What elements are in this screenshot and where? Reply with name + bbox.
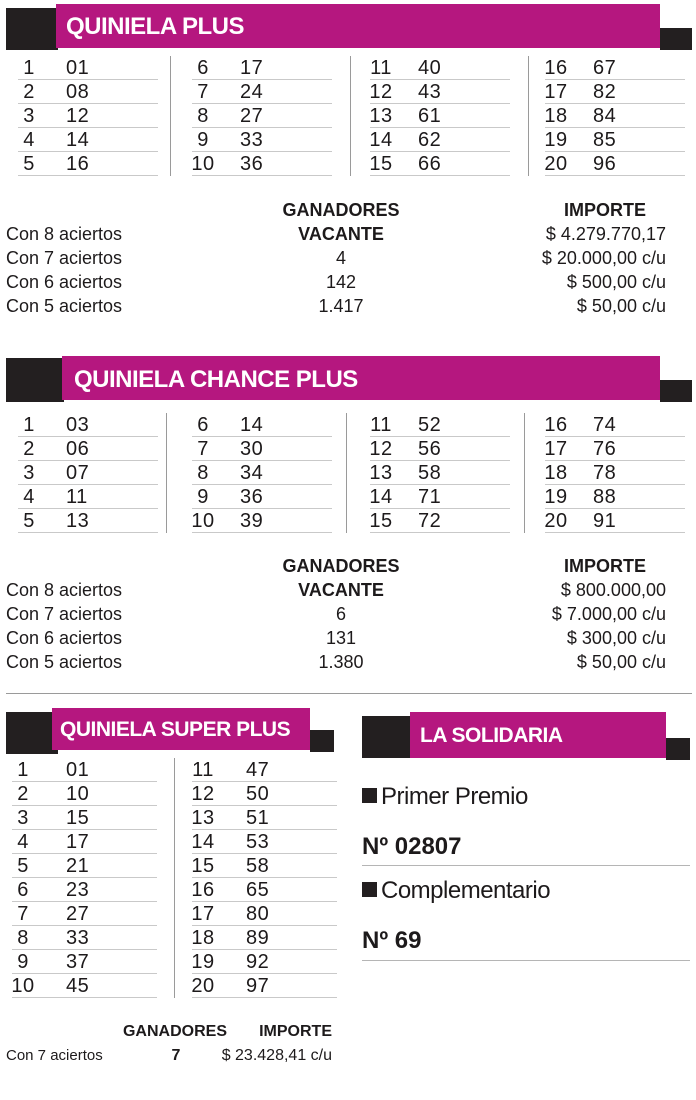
- draw-position: 12: [191, 783, 215, 805]
- number-row: [18, 509, 158, 533]
- prize-row: [6, 222, 666, 246]
- number-row: [545, 152, 685, 176]
- prize-label: Con 6 aciertos: [6, 272, 123, 292]
- drawn-number: 17: [66, 831, 90, 853]
- drawn-number: 39: [240, 510, 264, 532]
- number-row: [192, 878, 337, 902]
- prize-winners: 4: [335, 248, 346, 268]
- draw-position: 3: [23, 105, 35, 127]
- number-row: [12, 830, 157, 854]
- number-row: [370, 413, 510, 437]
- first-prize-label-row: [362, 782, 528, 812]
- draw-position: 4: [23, 129, 35, 151]
- number-row: [545, 80, 685, 104]
- number-row: [18, 461, 158, 485]
- drawn-number: 16: [66, 153, 90, 175]
- number-row: [18, 104, 158, 128]
- winners-header: GANADORES: [282, 556, 400, 576]
- prize-label: Con 5 aciertos: [6, 652, 123, 672]
- number-row: [545, 437, 685, 461]
- drawn-number: 58: [418, 462, 442, 484]
- header-block-left: [362, 716, 414, 758]
- number-row: [192, 461, 332, 485]
- drawn-number: 85: [593, 129, 617, 151]
- header-block-right: [310, 730, 334, 752]
- number-row: [192, 926, 337, 950]
- divider: [362, 960, 690, 961]
- draw-position: 14: [369, 486, 393, 508]
- number-row: [12, 950, 157, 974]
- drawn-number: 33: [66, 927, 90, 949]
- winners-header: GANADORES: [122, 1023, 227, 1040]
- draw-position: 3: [23, 462, 35, 484]
- drawn-number: 36: [240, 153, 264, 175]
- number-column: [18, 56, 158, 176]
- draw-position: 4: [23, 486, 35, 508]
- number-row: [18, 56, 158, 80]
- draw-position: 13: [369, 462, 393, 484]
- number-row: [192, 413, 332, 437]
- number-row: [192, 830, 337, 854]
- draw-position: 14: [369, 129, 393, 151]
- number-column: [18, 413, 158, 533]
- prize-winners: 142: [325, 272, 357, 292]
- prize-winners: 6: [335, 604, 346, 624]
- number-column: [12, 758, 157, 998]
- draw-position: 18: [544, 105, 568, 127]
- section-title: QUINIELA CHANCE PLUS: [62, 356, 660, 400]
- plus-prize-table: [6, 198, 666, 318]
- drawn-number: 45: [66, 975, 90, 997]
- number-row: [192, 152, 332, 176]
- prize-amount: $ 800.000,00: [560, 580, 666, 600]
- draw-position: 5: [23, 153, 35, 175]
- drawn-number: 24: [240, 81, 264, 103]
- number-column: [370, 413, 510, 533]
- prize-label: Con 8 aciertos: [6, 580, 123, 600]
- draw-position: 14: [191, 831, 215, 853]
- prize-row: [6, 1044, 336, 1068]
- draw-position: 11: [370, 414, 392, 436]
- draw-position: 1: [23, 57, 35, 79]
- number-row: [12, 782, 157, 806]
- drawn-number: 15: [66, 807, 90, 829]
- prize-amount: $ 20.000,00 c/u: [541, 248, 666, 268]
- drawn-number: 14: [240, 414, 264, 436]
- number-row: [545, 509, 685, 533]
- drawn-number: 67: [593, 57, 617, 79]
- section-title: QUINIELA PLUS: [56, 4, 660, 48]
- number-row: [370, 128, 510, 152]
- amount-header: IMPORTE: [563, 556, 646, 576]
- number-row: [12, 854, 157, 878]
- number-row: [192, 128, 332, 152]
- number-row: [192, 437, 332, 461]
- draw-position: 16: [191, 879, 215, 901]
- number-row: [370, 80, 510, 104]
- draw-position: 7: [197, 438, 209, 460]
- drawn-number: 27: [66, 903, 90, 925]
- complementary-number: Nº 69: [362, 927, 422, 954]
- number-row: [18, 413, 158, 437]
- draw-position: 20: [544, 510, 568, 532]
- draw-position: 7: [197, 81, 209, 103]
- drawn-number: 27: [240, 105, 264, 127]
- amount-header: IMPORTE: [563, 200, 646, 220]
- draw-position: 9: [197, 129, 209, 151]
- drawn-number: 58: [246, 855, 270, 877]
- draw-position: 15: [191, 855, 215, 877]
- draw-position: 6: [197, 57, 209, 79]
- number-column: [370, 56, 510, 176]
- drawn-number: 50: [246, 783, 270, 805]
- drawn-number: 97: [246, 975, 270, 997]
- section-title: LA SOLIDARIA: [410, 712, 666, 758]
- drawn-number: 80: [246, 903, 270, 925]
- draw-position: 10: [11, 975, 35, 997]
- column-separator: [524, 413, 525, 533]
- draw-position: 19: [191, 951, 215, 973]
- draw-position: 1: [17, 759, 29, 781]
- number-row: [192, 485, 332, 509]
- prize-row: [6, 650, 666, 674]
- drawn-number: 78: [593, 462, 617, 484]
- number-column: [192, 413, 332, 533]
- draw-position: 2: [23, 81, 35, 103]
- number-row: [545, 485, 685, 509]
- prize-amount: $ 23.428,41 c/u: [221, 1047, 332, 1064]
- drawn-number: 92: [246, 951, 270, 973]
- column-separator: [350, 56, 351, 176]
- drawn-number: 76: [593, 438, 617, 460]
- column-separator: [528, 56, 529, 176]
- drawn-number: 74: [593, 414, 617, 436]
- number-row: [370, 461, 510, 485]
- number-row: [545, 413, 685, 437]
- drawn-number: 61: [418, 105, 442, 127]
- drawn-number: 62: [418, 129, 442, 151]
- prize-label: Con 6 aciertos: [6, 628, 123, 648]
- first-prize-label: Primer Premio: [381, 783, 528, 810]
- drawn-number: 36: [240, 486, 264, 508]
- number-row: [12, 806, 157, 830]
- prize-row: [6, 246, 666, 270]
- header-block-right: [660, 380, 692, 402]
- draw-position: 4: [17, 831, 29, 853]
- draw-position: 11: [370, 57, 392, 79]
- prize-label: Con 7 aciertos: [6, 248, 123, 268]
- prize-row: [6, 270, 666, 294]
- number-row: [545, 56, 685, 80]
- number-row: [370, 485, 510, 509]
- number-row: [192, 758, 337, 782]
- drawn-number: 30: [240, 438, 264, 460]
- drawn-number: 53: [246, 831, 270, 853]
- prize-label: Con 5 aciertos: [6, 296, 123, 316]
- number-column: [192, 56, 332, 176]
- drawn-number: 08: [66, 81, 90, 103]
- draw-position: 10: [191, 510, 215, 532]
- number-row: [192, 80, 332, 104]
- number-row: [192, 509, 332, 533]
- draw-position: 11: [192, 759, 214, 781]
- drawn-number: 56: [418, 438, 442, 460]
- prize-winners: 131: [325, 628, 357, 648]
- draw-position: 3: [17, 807, 29, 829]
- number-column: [545, 413, 685, 533]
- draw-position: 6: [17, 879, 29, 901]
- draw-position: 12: [369, 81, 393, 103]
- draw-position: 13: [191, 807, 215, 829]
- chance-prize-table: [6, 554, 666, 674]
- section-divider: [6, 693, 692, 694]
- drawn-number: 72: [418, 510, 442, 532]
- header-block-left: [6, 358, 64, 402]
- drawn-number: 89: [246, 927, 270, 949]
- number-row: [192, 806, 337, 830]
- draw-position: 19: [544, 129, 568, 151]
- number-row: [18, 437, 158, 461]
- number-row: [545, 128, 685, 152]
- drawn-number: 82: [593, 81, 617, 103]
- drawn-number: 71: [418, 486, 442, 508]
- prize-row: [6, 602, 666, 626]
- complementary-label: Complementario: [381, 877, 551, 904]
- drawn-number: 52: [418, 414, 442, 436]
- draw-position: 17: [544, 438, 568, 460]
- draw-position: 9: [197, 486, 209, 508]
- drawn-number: 91: [593, 510, 617, 532]
- number-row: [192, 104, 332, 128]
- prize-amount: $ 500,00 c/u: [566, 272, 666, 292]
- prize-winners: 7: [171, 1047, 181, 1064]
- draw-position: 20: [191, 975, 215, 997]
- drawn-number: 03: [66, 414, 90, 436]
- drawn-number: 96: [593, 153, 617, 175]
- draw-position: 2: [23, 438, 35, 460]
- prize-amount: $ 300,00 c/u: [566, 628, 666, 648]
- draw-position: 17: [544, 81, 568, 103]
- number-row: [545, 461, 685, 485]
- drawn-number: 13: [66, 510, 90, 532]
- draw-position: 10: [191, 153, 215, 175]
- draw-position: 8: [197, 462, 209, 484]
- square-bullet-icon: [362, 788, 377, 803]
- drawn-number: 51: [246, 807, 270, 829]
- prize-winners: VACANTE: [298, 224, 384, 244]
- drawn-number: 37: [66, 951, 90, 973]
- number-row: [192, 854, 337, 878]
- drawn-number: 34: [240, 462, 264, 484]
- column-separator: [174, 758, 175, 998]
- draw-position: 9: [17, 951, 29, 973]
- draw-position: 5: [17, 855, 29, 877]
- draw-position: 2: [17, 783, 29, 805]
- draw-position: 16: [544, 57, 568, 79]
- header-block-left: [6, 712, 58, 754]
- amount-header: IMPORTE: [259, 1023, 332, 1040]
- prize-label: Con 8 aciertos: [6, 224, 123, 244]
- prize-amount: $ 50,00 c/u: [576, 652, 666, 672]
- draw-position: 19: [544, 486, 568, 508]
- prize-row: [6, 578, 666, 602]
- prize-label: Con 7 aciertos: [6, 1047, 103, 1064]
- number-row: [192, 56, 332, 80]
- drawn-number: 06: [66, 438, 90, 460]
- prize-row: [6, 294, 666, 318]
- drawn-number: 23: [66, 879, 90, 901]
- drawn-number: 33: [240, 129, 264, 151]
- number-row: [18, 80, 158, 104]
- complementary-label-row: [362, 876, 550, 906]
- column-separator: [166, 413, 167, 533]
- number-row: [12, 758, 157, 782]
- drawn-number: 40: [418, 57, 442, 79]
- drawn-number: 84: [593, 105, 617, 127]
- number-row: [12, 974, 157, 998]
- number-row: [370, 56, 510, 80]
- drawn-number: 14: [66, 129, 90, 151]
- draw-position: 6: [197, 414, 209, 436]
- draw-position: 15: [369, 153, 393, 175]
- number-row: [545, 104, 685, 128]
- prize-amount: $ 7.000,00 c/u: [551, 604, 666, 624]
- drawn-number: 43: [418, 81, 442, 103]
- header-block-right: [660, 28, 692, 50]
- draw-position: 12: [369, 438, 393, 460]
- drawn-number: 21: [66, 855, 90, 877]
- number-row: [18, 152, 158, 176]
- number-column: [192, 758, 337, 998]
- draw-position: 18: [544, 462, 568, 484]
- header-block-left: [6, 8, 58, 50]
- prize-row: [6, 626, 666, 650]
- number-row: [192, 902, 337, 926]
- drawn-number: 01: [66, 57, 90, 79]
- number-row: [18, 485, 158, 509]
- draw-position: 8: [17, 927, 29, 949]
- section-title: QUINIELA SUPER PLUS: [52, 708, 310, 750]
- number-row: [192, 950, 337, 974]
- drawn-number: 10: [66, 783, 90, 805]
- header-block-right: [666, 738, 690, 760]
- first-prize-number: Nº 02807: [362, 833, 462, 860]
- prize-amount: $ 50,00 c/u: [576, 296, 666, 316]
- draw-position: 5: [23, 510, 35, 532]
- drawn-number: 47: [246, 759, 270, 781]
- divider: [362, 865, 690, 866]
- number-row: [370, 437, 510, 461]
- drawn-number: 12: [66, 105, 90, 127]
- drawn-number: 88: [593, 486, 617, 508]
- number-row: [18, 128, 158, 152]
- prize-winners: VACANTE: [298, 580, 384, 600]
- prize-label: Con 7 aciertos: [6, 604, 123, 624]
- square-bullet-icon: [362, 882, 377, 897]
- draw-position: 8: [197, 105, 209, 127]
- drawn-number: 01: [66, 759, 90, 781]
- column-separator: [170, 56, 171, 176]
- super-prize-table: [6, 1020, 336, 1068]
- prize-winners: 1.380: [318, 652, 364, 672]
- number-row: [12, 902, 157, 926]
- draw-position: 18: [191, 927, 215, 949]
- drawn-number: 07: [66, 462, 90, 484]
- number-column: [545, 56, 685, 176]
- draw-position: 17: [191, 903, 215, 925]
- drawn-number: 11: [66, 486, 88, 508]
- draw-position: 16: [544, 414, 568, 436]
- draw-position: 15: [369, 510, 393, 532]
- drawn-number: 17: [240, 57, 264, 79]
- number-row: [12, 878, 157, 902]
- prize-amount: $ 4.279.770,17: [545, 224, 666, 244]
- draw-position: 20: [544, 153, 568, 175]
- drawn-number: 66: [418, 153, 442, 175]
- number-row: [370, 509, 510, 533]
- number-row: [370, 104, 510, 128]
- draw-position: 7: [17, 903, 29, 925]
- draw-position: 1: [23, 414, 35, 436]
- draw-position: 13: [369, 105, 393, 127]
- drawn-number: 65: [246, 879, 270, 901]
- number-row: [192, 974, 337, 998]
- column-separator: [346, 413, 347, 533]
- number-row: [370, 152, 510, 176]
- number-row: [192, 782, 337, 806]
- prize-winners: 1.417: [318, 296, 364, 316]
- number-row: [12, 926, 157, 950]
- winners-header: GANADORES: [282, 200, 400, 220]
